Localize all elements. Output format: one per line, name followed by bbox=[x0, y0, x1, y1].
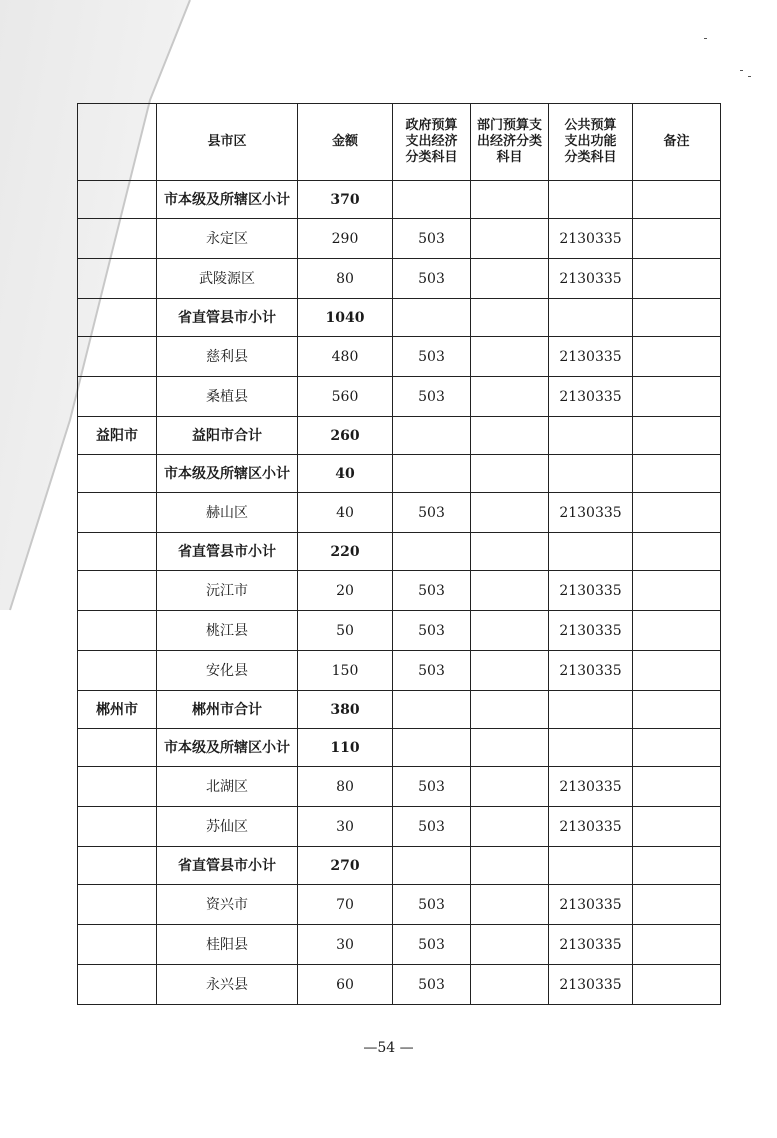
amount-cell: 80 bbox=[298, 767, 393, 807]
gov-econ-cell bbox=[393, 455, 471, 493]
amount-cell: 150 bbox=[298, 651, 393, 691]
dept-econ-cell bbox=[471, 847, 549, 885]
city-cell bbox=[78, 299, 157, 337]
county-cell: 武陵源区 bbox=[157, 259, 298, 299]
amount-cell: 560 bbox=[298, 377, 393, 417]
city-cell bbox=[78, 377, 157, 417]
county-cell: 资兴市 bbox=[157, 885, 298, 925]
city-cell: 郴州市 bbox=[78, 691, 157, 729]
func-cell: 2130335 bbox=[549, 611, 633, 651]
table-row bbox=[78, 337, 721, 377]
page-number: —54 — bbox=[363, 1040, 414, 1056]
dept-econ-cell bbox=[471, 807, 549, 847]
subtotal-row bbox=[78, 533, 721, 571]
remark-cell bbox=[633, 571, 721, 611]
amount-cell: 380 bbox=[298, 691, 393, 729]
dept-econ-cell bbox=[471, 611, 549, 651]
county-cell: 省直管县市小计 bbox=[157, 299, 298, 337]
func-cell bbox=[549, 729, 633, 767]
header-county: 县市区 bbox=[157, 104, 298, 181]
remark-cell bbox=[633, 337, 721, 377]
table-row bbox=[78, 571, 721, 611]
gov-econ-cell: 503 bbox=[393, 885, 471, 925]
city-cell bbox=[78, 925, 157, 965]
dept-econ-cell bbox=[471, 965, 549, 1005]
amount-cell: 370 bbox=[298, 181, 393, 219]
remark-cell bbox=[633, 767, 721, 807]
dept-econ-cell bbox=[471, 767, 549, 807]
dept-econ-cell bbox=[471, 219, 549, 259]
remark-cell bbox=[633, 965, 721, 1005]
table-row bbox=[78, 651, 721, 691]
amount-cell: 60 bbox=[298, 965, 393, 1005]
gov-econ-cell bbox=[393, 299, 471, 337]
city-cell bbox=[78, 337, 157, 377]
county-cell: 慈利县 bbox=[157, 337, 298, 377]
table-body bbox=[78, 181, 721, 1005]
county-cell: 市本级及所辖区小计 bbox=[157, 455, 298, 493]
city-cell bbox=[78, 493, 157, 533]
gov-econ-cell: 503 bbox=[393, 767, 471, 807]
amount-cell: 30 bbox=[298, 925, 393, 965]
gov-econ-cell: 503 bbox=[393, 807, 471, 847]
gov-econ-cell: 503 bbox=[393, 259, 471, 299]
remark-cell bbox=[633, 847, 721, 885]
table-row bbox=[78, 885, 721, 925]
table-row bbox=[78, 259, 721, 299]
city-cell bbox=[78, 651, 157, 691]
header-line: 分类科目 bbox=[405, 150, 458, 165]
remark-cell bbox=[633, 219, 721, 259]
header-amount: 金额 bbox=[298, 104, 393, 181]
remark-cell bbox=[633, 493, 721, 533]
amount-cell: 220 bbox=[298, 533, 393, 571]
func-cell bbox=[549, 691, 633, 729]
dept-econ-cell bbox=[471, 377, 549, 417]
gov-econ-cell: 503 bbox=[393, 651, 471, 691]
dept-econ-cell bbox=[471, 885, 549, 925]
func-cell bbox=[549, 299, 633, 337]
scan-speck bbox=[740, 70, 743, 71]
gov-econ-cell: 503 bbox=[393, 219, 471, 259]
remark-cell bbox=[633, 729, 721, 767]
gov-econ-cell bbox=[393, 847, 471, 885]
header-city bbox=[78, 104, 157, 181]
remark-cell bbox=[633, 611, 721, 651]
city-cell bbox=[78, 181, 157, 219]
remark-cell bbox=[633, 455, 721, 493]
dept-econ-cell bbox=[471, 337, 549, 377]
func-cell: 2130335 bbox=[549, 337, 633, 377]
city-cell bbox=[78, 571, 157, 611]
func-cell: 2130335 bbox=[549, 219, 633, 259]
remark-cell bbox=[633, 807, 721, 847]
remark-cell bbox=[633, 691, 721, 729]
city-cell bbox=[78, 847, 157, 885]
county-cell: 市本级及所辖区小计 bbox=[157, 729, 298, 767]
header-line: 支出功能 bbox=[564, 134, 617, 149]
func-cell: 2130335 bbox=[549, 259, 633, 299]
subtotal-row bbox=[78, 455, 721, 493]
county-cell: 益阳市合计 bbox=[157, 417, 298, 455]
func-cell: 2130335 bbox=[549, 571, 633, 611]
func-cell bbox=[549, 455, 633, 493]
amount-cell: 20 bbox=[298, 571, 393, 611]
func-cell bbox=[549, 181, 633, 219]
remark-cell bbox=[633, 885, 721, 925]
remark-cell bbox=[633, 181, 721, 219]
header-func bbox=[549, 104, 633, 181]
func-cell: 2130335 bbox=[549, 377, 633, 417]
func-cell: 2130335 bbox=[549, 493, 633, 533]
header-line: 科目 bbox=[496, 150, 523, 165]
remark-cell bbox=[633, 417, 721, 455]
county-cell: 省直管县市小计 bbox=[157, 847, 298, 885]
header-line: 出经济分类 bbox=[476, 134, 542, 149]
gov-econ-cell: 503 bbox=[393, 611, 471, 651]
dept-econ-cell bbox=[471, 259, 549, 299]
dept-econ-cell bbox=[471, 417, 549, 455]
header-line: 支出经济 bbox=[405, 134, 458, 149]
city-cell bbox=[78, 455, 157, 493]
gov-econ-cell: 503 bbox=[393, 493, 471, 533]
county-cell: 永定区 bbox=[157, 219, 298, 259]
county-cell: 苏仙区 bbox=[157, 807, 298, 847]
header-remark: 备注 bbox=[633, 104, 721, 181]
city-cell bbox=[78, 611, 157, 651]
dept-econ-cell bbox=[471, 181, 549, 219]
allocation-table bbox=[77, 103, 721, 1005]
remark-cell bbox=[633, 377, 721, 417]
subtotal-row bbox=[78, 299, 721, 337]
subtotal-row bbox=[78, 181, 721, 219]
dept-econ-cell bbox=[471, 533, 549, 571]
header-line: 公共预算 bbox=[564, 118, 617, 133]
county-cell: 桂阳县 bbox=[157, 925, 298, 965]
amount-cell: 70 bbox=[298, 885, 393, 925]
dept-econ-cell bbox=[471, 493, 549, 533]
func-cell bbox=[549, 533, 633, 571]
amount-cell: 290 bbox=[298, 219, 393, 259]
gov-econ-cell: 503 bbox=[393, 571, 471, 611]
gov-econ-cell: 503 bbox=[393, 337, 471, 377]
county-cell: 永兴县 bbox=[157, 965, 298, 1005]
scan-speck bbox=[704, 38, 707, 39]
county-cell: 安化县 bbox=[157, 651, 298, 691]
subtotal-row bbox=[78, 847, 721, 885]
amount-cell: 110 bbox=[298, 729, 393, 767]
remark-cell bbox=[633, 259, 721, 299]
func-cell bbox=[549, 847, 633, 885]
func-cell: 2130335 bbox=[549, 965, 633, 1005]
header-line: 政府预算 bbox=[405, 118, 458, 133]
table-row bbox=[78, 377, 721, 417]
amount-cell: 40 bbox=[298, 493, 393, 533]
city-cell bbox=[78, 965, 157, 1005]
amount-cell: 50 bbox=[298, 611, 393, 651]
header-line: 部门预算支 bbox=[476, 118, 542, 133]
dept-econ-cell bbox=[471, 691, 549, 729]
subtotal-row bbox=[78, 417, 721, 455]
county-cell: 桃江县 bbox=[157, 611, 298, 651]
func-cell: 2130335 bbox=[549, 767, 633, 807]
table-row bbox=[78, 807, 721, 847]
dept-econ-cell bbox=[471, 299, 549, 337]
remark-cell bbox=[633, 651, 721, 691]
city-cell bbox=[78, 807, 157, 847]
remark-cell bbox=[633, 299, 721, 337]
header-dept-econ bbox=[471, 104, 549, 181]
city-cell bbox=[78, 259, 157, 299]
county-cell: 沅江市 bbox=[157, 571, 298, 611]
header-gov-econ bbox=[393, 104, 471, 181]
amount-cell: 260 bbox=[298, 417, 393, 455]
county-cell: 赫山区 bbox=[157, 493, 298, 533]
func-cell: 2130335 bbox=[549, 925, 633, 965]
remark-cell bbox=[633, 925, 721, 965]
subtotal-row bbox=[78, 729, 721, 767]
table-row bbox=[78, 965, 721, 1005]
table-row bbox=[78, 611, 721, 651]
city-cell bbox=[78, 219, 157, 259]
county-cell: 桑植县 bbox=[157, 377, 298, 417]
city-cell bbox=[78, 767, 157, 807]
city-cell bbox=[78, 729, 157, 767]
gov-econ-cell bbox=[393, 729, 471, 767]
gov-econ-cell bbox=[393, 533, 471, 571]
func-cell: 2130335 bbox=[549, 885, 633, 925]
city-cell bbox=[78, 533, 157, 571]
county-cell: 市本级及所辖区小计 bbox=[157, 181, 298, 219]
city-cell bbox=[78, 885, 157, 925]
gov-econ-cell: 503 bbox=[393, 925, 471, 965]
table-header-row bbox=[78, 104, 721, 181]
subtotal-row bbox=[78, 691, 721, 729]
amount-cell: 1040 bbox=[298, 299, 393, 337]
table-row bbox=[78, 493, 721, 533]
func-cell bbox=[549, 417, 633, 455]
gov-econ-cell bbox=[393, 417, 471, 455]
gov-econ-cell bbox=[393, 691, 471, 729]
amount-cell: 40 bbox=[298, 455, 393, 493]
table-row bbox=[78, 219, 721, 259]
gov-econ-cell: 503 bbox=[393, 965, 471, 1005]
dept-econ-cell bbox=[471, 651, 549, 691]
gov-econ-cell: 503 bbox=[393, 377, 471, 417]
amount-cell: 30 bbox=[298, 807, 393, 847]
func-cell: 2130335 bbox=[549, 651, 633, 691]
dept-econ-cell bbox=[471, 729, 549, 767]
table-row bbox=[78, 767, 721, 807]
county-cell: 郴州市合计 bbox=[157, 691, 298, 729]
amount-cell: 270 bbox=[298, 847, 393, 885]
county-cell: 省直管县市小计 bbox=[157, 533, 298, 571]
func-cell: 2130335 bbox=[549, 807, 633, 847]
gov-econ-cell bbox=[393, 181, 471, 219]
dept-econ-cell bbox=[471, 455, 549, 493]
city-cell: 益阳市 bbox=[78, 417, 157, 455]
amount-cell: 480 bbox=[298, 337, 393, 377]
header-line: 分类科目 bbox=[564, 150, 617, 165]
table-row bbox=[78, 925, 721, 965]
scan-speck bbox=[748, 76, 751, 77]
remark-cell bbox=[633, 533, 721, 571]
dept-econ-cell bbox=[471, 925, 549, 965]
dept-econ-cell bbox=[471, 571, 549, 611]
county-cell: 北湖区 bbox=[157, 767, 298, 807]
amount-cell: 80 bbox=[298, 259, 393, 299]
